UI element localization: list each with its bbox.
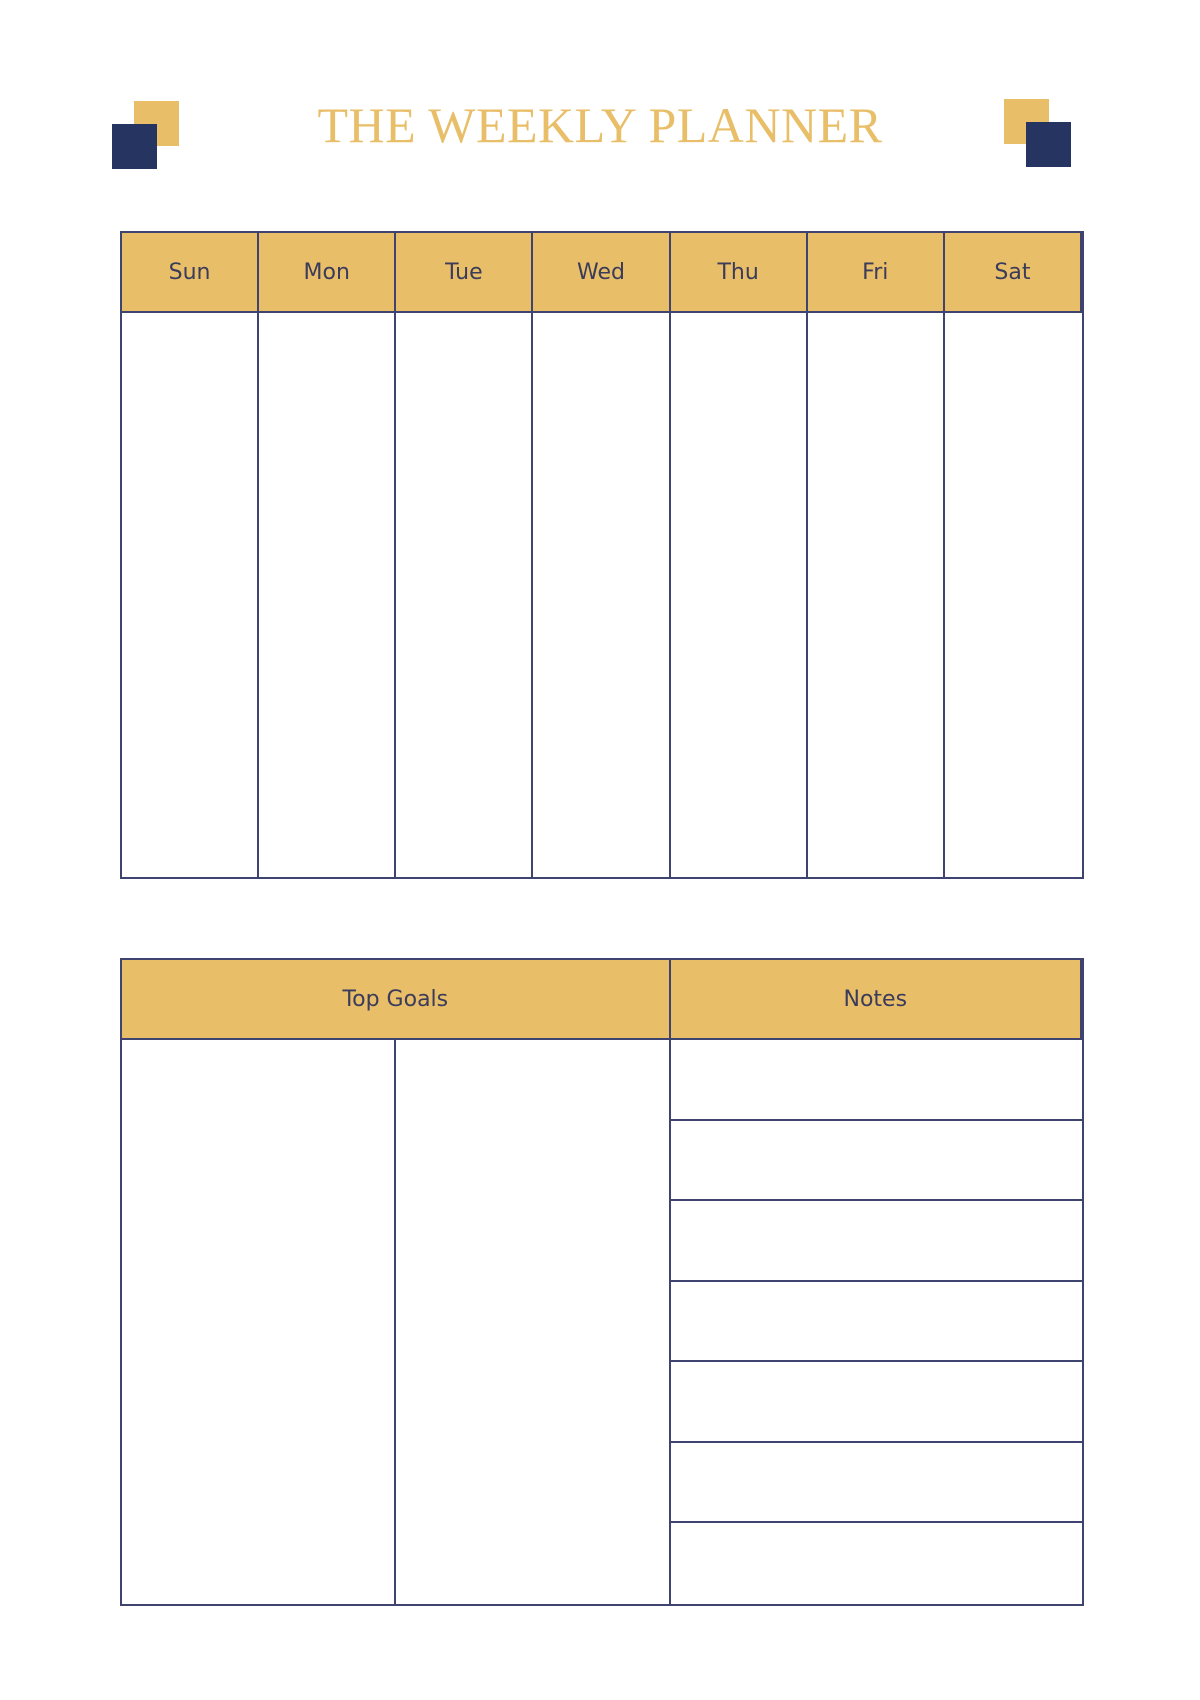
weekly-grid: [120, 231, 1084, 879]
notes-column: [671, 1040, 1082, 1604]
note-line[interactable]: [671, 1121, 1082, 1202]
goals-notes-grid: [120, 958, 1084, 1606]
day-cell-wed[interactable]: [533, 313, 670, 877]
day-cell-sat[interactable]: [945, 313, 1082, 877]
top-goals-header: Top Goals: [122, 960, 671, 1040]
notes-header: Notes: [671, 960, 1082, 1040]
day-cell-sun[interactable]: [122, 313, 259, 877]
note-line[interactable]: [671, 1282, 1082, 1363]
note-line[interactable]: [671, 1523, 1082, 1604]
day-header-fri: Fri: [808, 233, 945, 313]
goals-column-right[interactable]: [396, 1040, 670, 1604]
day-header-thu: Thu: [671, 233, 808, 313]
note-line[interactable]: [671, 1443, 1082, 1524]
note-line[interactable]: [671, 1362, 1082, 1443]
day-header-sun: Sun: [122, 233, 259, 313]
page-title: THE WEEKLY PLANNER: [317, 97, 883, 153]
day-header-wed: Wed: [533, 233, 670, 313]
goals-column-left[interactable]: [122, 1040, 396, 1604]
note-line[interactable]: [671, 1040, 1082, 1121]
day-header-mon: Mon: [259, 233, 396, 313]
day-cell-thu[interactable]: [671, 313, 808, 877]
note-line[interactable]: [671, 1201, 1082, 1282]
day-cell-tue[interactable]: [396, 313, 533, 877]
day-cell-mon[interactable]: [259, 313, 396, 877]
day-header-tue: Tue: [396, 233, 533, 313]
day-cell-fri[interactable]: [808, 313, 945, 877]
day-header-sat: Sat: [945, 233, 1082, 313]
